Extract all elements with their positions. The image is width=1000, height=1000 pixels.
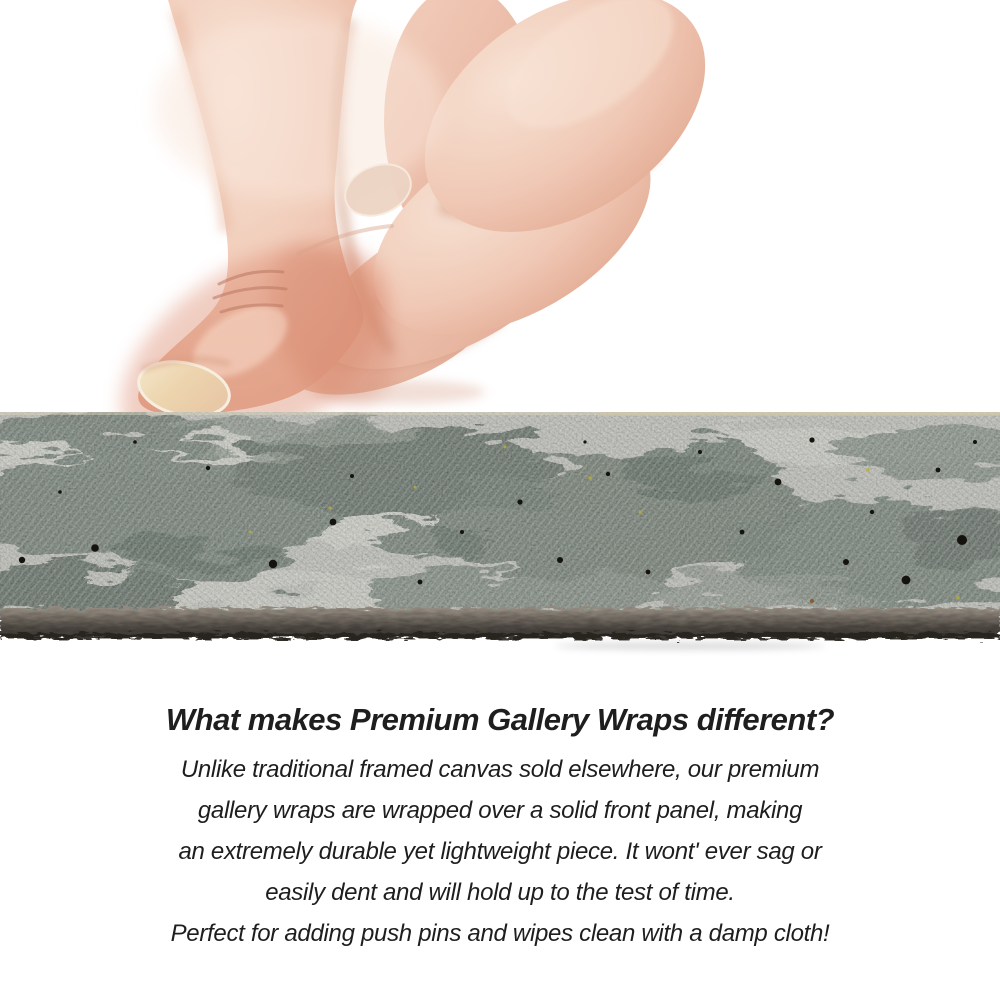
panel-bottom-edge-dark-line [0, 633, 1000, 639]
info-heading: What makes Premium Gallery Wraps different? [165, 702, 835, 737]
info-line-5: Perfect for adding push pins and wipes clean with a damp cloth! [170, 920, 830, 948]
info-line-2: gallery wraps are wrapped over a solid front panel, making [197, 797, 803, 825]
canvas-edge-image [0, 412, 1000, 656]
info-line-4: easily dent and will hold up to the test of time. [265, 879, 735, 907]
canvas-grain [0, 412, 1000, 620]
canvas-top-edge-right [600, 412, 1000, 416]
hand-image [0, 0, 1000, 416]
info-line-1: Unlike traditional framed canvas sold elsewhere, our premium [180, 756, 820, 784]
rust-speck [810, 599, 814, 603]
panel-shadow [555, 642, 825, 650]
thumb-and-palm [83, 0, 445, 416]
info-text-block [0, 700, 1000, 954]
info-line-3: an extremely durable yet lightweight piece. It wont' ever sag or [178, 838, 822, 866]
